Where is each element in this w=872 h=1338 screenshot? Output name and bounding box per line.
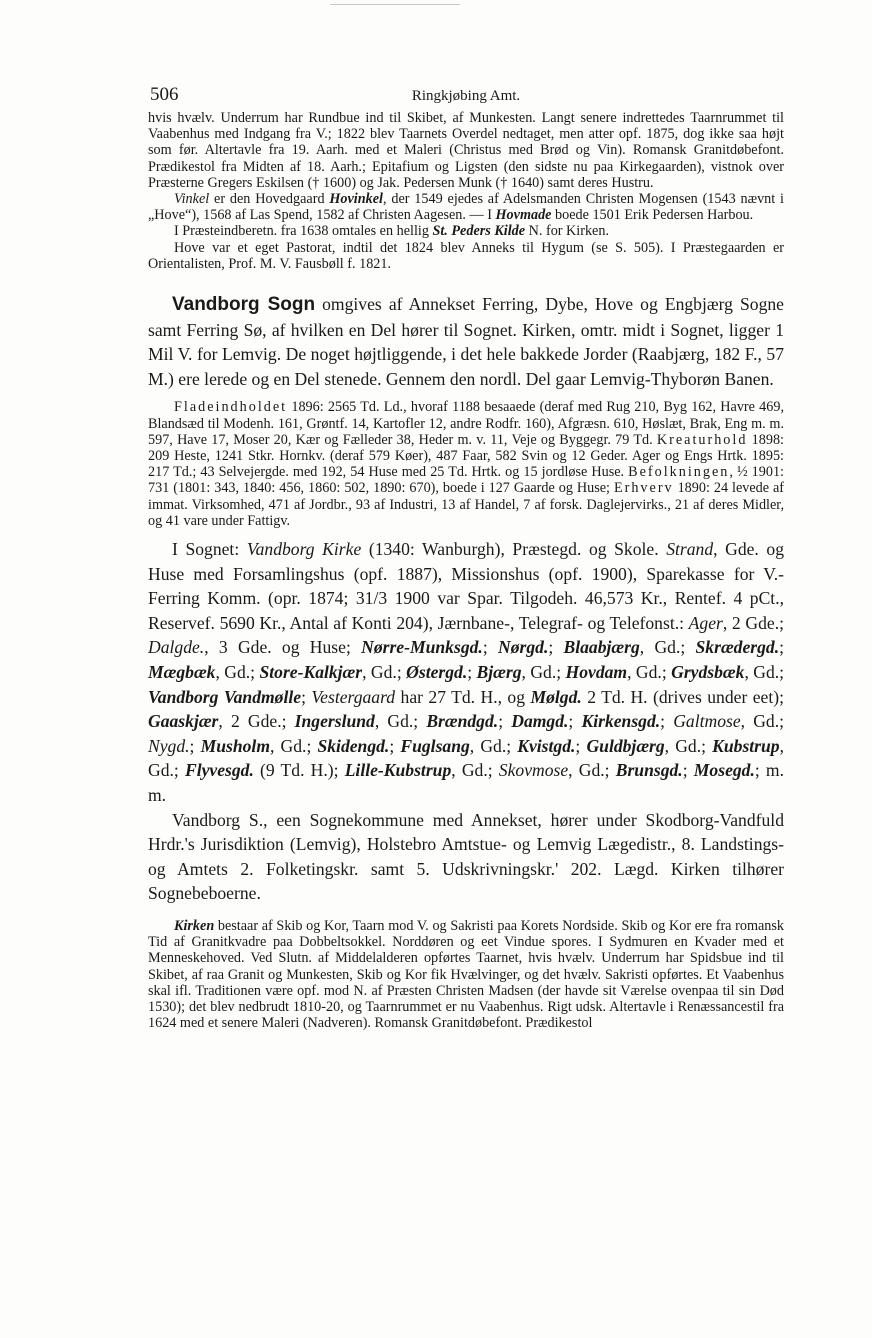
place-name: Skovmose [498,760,569,781]
place-name: Gaaskjær [148,711,219,732]
place-suffix: ; [482,637,498,658]
place-name: Nørgd. [498,637,549,658]
vandborg-intro-paragraph: Vandborg Sogn omgives af Annekset Ferring, Dybe, Hove og Engbjærg Sogne samt Ferring Sø, af hvilken en Del hører til Sognet. Kirken, omtr. midt i Sognet, ligger 1 Mil V. for Lemvig. De noget højtliggende, i det hele bakkede Jorder (Raabjærg, 182 F., 57 M.) ere lerede og en Del stenede. Gennem den nordl. Del gaar Lemvig-Thyborøn Banen. [148,294,784,389]
place-suffix: ; [498,711,512,732]
place-name: Mølgd. [530,686,582,707]
place-name: Hovdam [565,662,628,682]
place-suffix: ; [189,735,201,756]
place-suffix: , Gd.; [270,735,318,756]
place-suffix: ; [568,711,582,732]
vinkel-label: Vinkel [174,191,210,208]
sognet-paragraph: I Sognet: Vandborg Kirke (1340: Wanburgh), Præstegd. og Skole. Strand, Gde. og Huse med Forsamlingshus (opf. 1887), Missionshus (opf. 1900), Sparekasse for V.-Ferring Komm. (opr. 1874; 31/3 1900 var Spar. Tilgodeh. 46,573 Kr., Rentef. 4 pCt., Reservef. 5690 Kr., Antal af Konti 204), Jærnbane-, Telegraf- og Telefonst.: Ager, 2 Gde.; Dalgde., 3 Gde. og Huse; Nørre-Munksgd.; Nørgd.; Blaabjærg, Gd.; Skrædergd.; Mægbæk, Gd.; Store-Kalkjær, Gd.; Østergd.; Bjærg, Gd.; Hovdam, Gd.; Grydsbæk, Gd.; Vandborg Vandmølle; Vestergaard har 27 Td. H., og Mølgd. 2 Td. H. (drives under eet); Gaaskjær, 2 Gde.; Ingerslund, Gd.; Brændgd.; Damgd.; Kirkensgd.; Galtmose, Gd.; Nygd.; Musholm, Gd.; Skidengd.; Fuglsang, Gd.; Kvistgd.; Guldbjærg, Gd.; Kubstrup, Gd.; Flyvesgd. (9 Td. H.); Lille-Kubstrup, Gd.; Skovmose, Gd.; Brunsgd.; Mosegd.; m. m. [148,539,785,805]
place-name: Lille-Kubstrup [344,760,452,781]
section-title: Vandborg Sogn [172,294,316,316]
place-suffix: ; [301,686,312,707]
place-suffix: ; [575,735,587,756]
place-suffix: , Gd.; [362,662,407,682]
kirken-block [148,918,784,1031]
vinkel-paragraph: Vinkel er den Hovedgaard Hovinkel, der 1549 ejedes af Adelsmanden Christen Mogensen (1543 nævnt i „Hove“), 1568 af Las Spend, 1582 af Christen Aagesen. — I Hovmade boede 1501 Erik Pedersen Harbou. [148,191,784,224]
place-suffix: , Gd.; [374,711,427,732]
place-list [148,637,784,805]
place-name: Flyvesgd. [184,760,254,781]
place-name: Brunsgd. [615,760,683,781]
place-suffix: ; m. m. [148,760,785,805]
kilde-name: St. Peders Kilde [432,223,526,240]
place-name: Damgd. [511,711,569,732]
statistics-block [148,399,784,529]
place-name: Kirkensgd. [581,711,661,732]
page [148,80,784,1031]
strand-name: Strand [666,539,714,560]
place-name: Skidengd. [317,735,390,756]
statistics-paragraph: Fladeindholdet 1896: 2565 Td. Ld., hvoraf 1188 besaaede (deraf med Rug 210, Byg 162, Havre 469, Blandsæd til Modenh. 161, Grøntf. 14, Kartofler 12, andre Rodfr. 160), Afgræsn. 610, Høslæt, Brak, Eng m. m. 597, Have 17, Moser 20, Kær og Fælleder 38, Heder m. v. 11, Veje og Byggegr. 79 Td. Kreaturhold 1898: 209 Heste, 1241 Stkr. Hornkv. (deraf 579 Køer), 487 Faar, 582 Svin og 12 Geder. Ager og Engs Hrtk. 1895: 217 Td.; 43 Selvejergde. med 192, 54 Huse med 25 Td. Hrtk. og 15 jordløse Huse. Befolkningen, ½ 1901: 731 (1801: 343, 1840: 456, 1860: 502, 1890: 670), boede i 127 Gaarde og Huse; Erhverv 1890: 24 levede af immat. Virksomhed, 471 af Jordbr., 93 af Industri, 13 af Handel, 7 af forsk. Daglejervirks., 21 af deres Midler, og 41 vare under Fattigv. [148,399,784,529]
place-suffix: , 2 Gde.; [218,711,295,732]
place-name: Blaabjærg [563,637,640,658]
kirken-label: Kirken [174,917,215,934]
place-name: Nygd. [148,735,190,756]
place-suffix: ; [682,760,694,781]
place-name: Musholm [200,735,271,756]
place-suffix: (9 Td. H.); [253,760,345,781]
place-name: Brændgd. [426,711,499,732]
hove-continuation [148,110,784,272]
place-name: Østergd. [406,662,468,682]
place-name: Ingerslund [294,711,375,732]
kommune-paragraph: Vandborg S., een Sognekommune med Annekset, hører under Skodborg-Vandfuld Hrdr.'s Jurisdiktion (Lemvig), Holstebro Amtstue- og Lemvig Lægedistr., 8. Landstings- og Amtets 2. Folketingskr. samt 5. Udskrivningskr.' 202. Lægd. Kirken tilhører Sognebeboerne. [148,809,784,904]
place-suffix: 2 Td. H. (drives under eet); [581,686,784,707]
kilde-paragraph: I Præsteindberetn. fra 1638 omtales en hellig St. Peders Kilde N. for Kirken. [174,223,609,240]
page-number: 506 [150,84,179,105]
place-name: Guldbjærg [586,735,665,756]
place-name: Mosegd. [693,760,755,781]
place-name: Mægbæk [148,662,216,682]
sognet-block [148,537,784,906]
place-name: Kvistgd. [517,735,576,756]
place-suffix: , Gd.; [469,735,518,756]
kirken-paragraph: Kirken bestaar af Skib og Kor, Taarn mod V. og Sakristi paa Korets Nordside. Skib og Kor ere fra romansk Tid af Granitkvadre paa Dobbeltsokkel. Norddøren og eet Vindue spores. I Sydmuren en Kvader med et Menneskehoved. Ved Slutn. af Middelalderen opførtes Taarnet, hvis hvælv. Underrum har Spidsbue ind til Skibet, af raa Granit og Munkesten, Skib og Kor fik Hvælvinger, og det hvælv. Sakristi opførtes. Et Vaabenhus skal ifl. Traditionen være opf. mod N. af Præsten Christen Madsen (der havde sit Værelse ovenpaa til sin Død 1530); det blev nedbrudt 1810-20, og Taarnrummet er nu Vaabenhus. Rigt udsk. Altertavle i Renæssancestil fra 1624 med et senere Maleri (Nadveren). Romansk Granitdøbefont. Prædikestol [148,917,784,1032]
place-suffix: , Gd.; [568,760,616,781]
place-name: Fuglsang [400,735,470,756]
place-name: Bjærg [476,662,522,682]
hovinkel-name: Hovinkel [329,191,383,208]
place-suffix: ; [467,662,477,682]
place-suffix: , Gd.; [627,662,672,682]
place-suffix: ; [548,637,564,658]
place-suffix: , Gd.; [148,735,785,781]
hove-church-paragraph: hvis hvælv. Underrum har Rundbue ind til Skibet, af Munkesten. Langt senere indrettedes Taarnrummet til Vaabenhus med Indgang fra V.; 1822 blev Taarnets Overdel nedtaget, men atter opf. 1875, dog ikke saa højt som før. Altertavle fra 19. Aarh. med et Maleri (Christus med Brød og Vin). Romansk Granitdøbefont. Prædikestol fra Midten af 18. Aarh.; Epitafium og Ligsten (den sidste nu paa Kirkegaarden), vistnok over Præsterne Gregers Eskilsen († 1600) og Jak. Pedersen Munk († 1640) samt deres Hustru. [148,110,784,191]
kirke-name: Vandborg Kirke [246,539,362,560]
place-suffix: , Gd.; [215,662,260,682]
place-name: Nørre-Munksgd. [361,637,483,658]
place-suffix: , Gd.; [664,735,713,756]
page-header [148,80,784,110]
place-suffix: , Gd.; [451,760,499,781]
place-suffix: ; [779,637,784,658]
place-suffix: , Gd.; [744,662,785,682]
place-suffix: , Gd.; [521,662,566,682]
running-head: Ringkjøbing Amt. [411,88,521,104]
place-name: Skrædergd. [695,637,780,658]
vandborg-intro [148,292,784,391]
place-name: Galtmose [673,711,741,732]
place-suffix: ; [660,711,674,732]
dalgde-name: Dalgde. [148,637,205,658]
place-suffix: , Gd.; [639,637,696,658]
place-name: Grydsbæk [671,662,745,682]
ager-name: Ager [688,612,723,633]
place-name: Vestergaard [311,686,396,707]
pastorat-paragraph: Hove var et eget Pastorat, indtil det 1824 blev Anneks til Hygum (se S. 505). I Præstegaarden er Orientalisten, Prof. M. V. Fausbøll f. 1821. [148,239,784,272]
place-suffix: , Gd.; [740,711,784,732]
place-name: Store-Kalkjær [259,662,363,682]
place-name: Kubstrup [712,735,780,756]
place-name: Vandborg Vandmølle [148,686,302,707]
scan-edge-line [330,4,460,5]
place-suffix: har 27 Td. H., og [395,686,531,707]
place-suffix: ; [389,735,401,756]
hovmade-name: Hovmade [495,207,552,224]
